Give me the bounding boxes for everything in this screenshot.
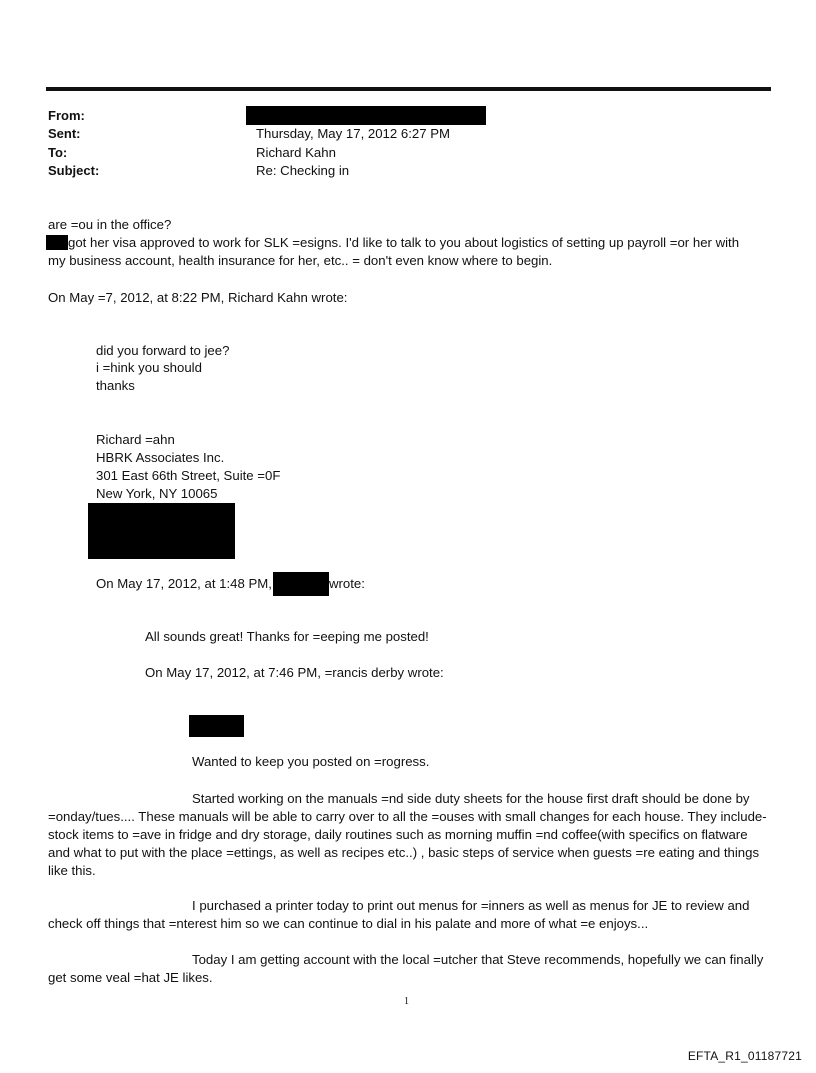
quote-3-paragraph-3: Today I am getting account with the local =utcher that Steve recommends, hopefully we can finally get some veal =hat JE likes. — [48, 952, 764, 985]
quote-2-header-a: On May 17, 2012, at 1:48 PM, — [96, 576, 272, 591]
quote-1-line-3: thanks — [96, 378, 135, 393]
from-label: From: — [48, 108, 85, 123]
redaction-name-1 — [46, 235, 68, 250]
quote-1-line-1: did you forward to jee? — [96, 343, 230, 358]
sent-value: Thursday, May 17, 2012 6:27 PM — [256, 126, 451, 141]
to-label: To: — [48, 145, 68, 160]
quote-2-header-b: wrote: — [329, 576, 365, 591]
signature-company: HBRK Associates Inc. — [96, 450, 225, 465]
subject-value: Re: Checking in — [256, 163, 350, 178]
quote-1-header: On May =7, 2012, at 8:22 PM, Richard Kahn wrote: — [48, 290, 348, 305]
header-rule — [46, 87, 771, 91]
quote-3-header: On May 17, 2012, at 7:46 PM, =rancis derby wrote: — [145, 665, 444, 680]
subject-label: Subject: — [48, 163, 100, 178]
signature-address-2: New York, NY 10065 — [96, 486, 218, 501]
page-number: 1 — [404, 996, 409, 1007]
quote-3-paragraph-1: Started working on the manuals =nd side duty sheets for the house first draft should be done by =onday/tues.... These manuals will be able to carry over to all the =ouses with small changes for each house. They include- stock items to =ave in fridge and dry storage, daily routines such as morning muffin =nd coffee(with specifics on flatware and what to put with the place =ettings, as well as recipes etc..) , basic steps of service when guests =re eating and things like this. — [48, 791, 767, 878]
body-line-2b: my business account, health insurance for her, etc.. = don't even know where to begin. — [48, 253, 553, 268]
quote-2-line-1: All sounds great! Thanks for =eeping me posted! — [145, 629, 429, 644]
body-line-1: are =ou in the office? — [48, 217, 172, 232]
body-line-2a: got her visa approved to work for SLK =esigns. I'd like to talk to you about logistics of setting up payroll =or her with — [68, 235, 740, 250]
redaction-greeting — [189, 715, 244, 737]
signature-name: Richard =ahn — [96, 432, 175, 447]
redaction-from — [246, 106, 486, 125]
document-id: EFTA_R1_01187721 — [687, 1049, 802, 1063]
sent-label: Sent: — [48, 126, 81, 141]
quote-3-line-1: Wanted to keep you posted on =rogress. — [192, 754, 430, 769]
quote-3-paragraph-2: I purchased a printer today to print out menus for =inners as well as menus for JE to review and check off things that =nterest him so we can continue to dial in his palate and more of what =e enjoys... — [48, 898, 750, 931]
quote-1-line-2: i =hink you should — [96, 360, 202, 375]
signature-address-1: 301 East 66th Street, Suite =0F — [96, 468, 281, 483]
redaction-signature-block — [88, 503, 235, 559]
to-value: Richard Kahn — [256, 145, 336, 160]
redaction-name-2 — [273, 572, 329, 596]
